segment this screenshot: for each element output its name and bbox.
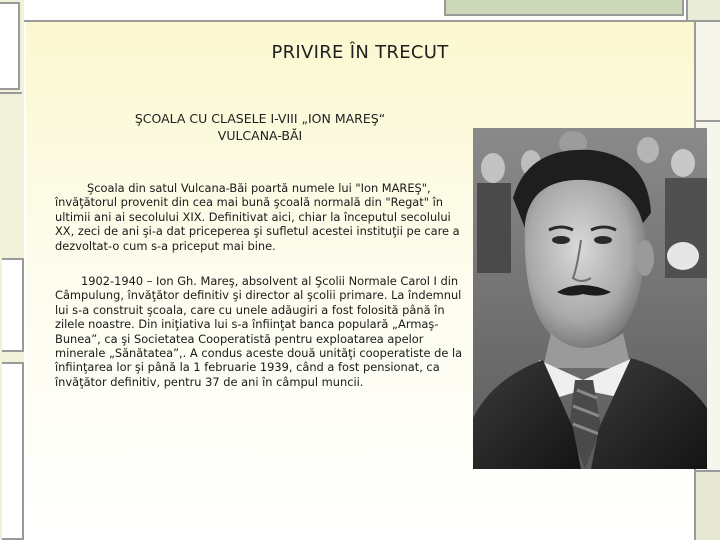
left-frame-box-bottom xyxy=(2,362,24,540)
top-right-frame-box xyxy=(686,0,720,22)
intro-paragraph: Şcoala din satul Vulcana-Băi poartă numele lui "Ion MAREŞ", învăţătorul provenit din cea mai bună şcoală normală din "Regat" în ultimii ani ai secolului XIX. Definitivat aici, chiar la începutul secolului XX, zeci de ani şi-a dat priceperea şi sufletul acestei instituţii pe care a dezvoltat-o cum s-a priceput mai bine. xyxy=(55,181,460,253)
portrait-photo xyxy=(473,128,707,469)
biography-paragraph xyxy=(55,274,467,389)
school-heading xyxy=(100,110,420,144)
slide-title: PRIVIRE ÎN TRECUT xyxy=(271,42,449,63)
biography-text: – Ion Gh. Mareş, absolvent al Şcolii Normale Carol I din Câmpulung, învăţător definitiv şi director al şcolii primare. La îndemnul lui s-a construit şcoala, care cu unele adăugiri a fost folosită până în zilele noastre. Din iniţiativa lui s-a înfiinţat banca populară „Armaş-Bunea”, ca şi Societatea Cooperatistă pentru exploatarea apelor minerale „Sănătatea”,. A condus aceste două unităţi cooperatiste de la înfiinţarea lor şi până la 1 februarie 1939, când a fost pensionat, ca învăţător definitiv, pentru 37 de ani în câmpul muncii. xyxy=(55,274,463,389)
right-frame-divider xyxy=(696,120,720,122)
portrait-photo-drawing xyxy=(473,128,707,469)
top-frame-box xyxy=(444,0,684,16)
biography-years: 1902-1940 xyxy=(81,274,144,288)
left-frame-divider xyxy=(0,92,22,94)
school-location: VULCANA-BĂI xyxy=(217,128,303,143)
school-name: ŞCOALA CU CLASELE I-VIII „ION MAREŞ“ xyxy=(134,111,386,126)
left-frame-box-middle xyxy=(2,258,24,352)
right-frame-box-bottom xyxy=(696,470,720,540)
